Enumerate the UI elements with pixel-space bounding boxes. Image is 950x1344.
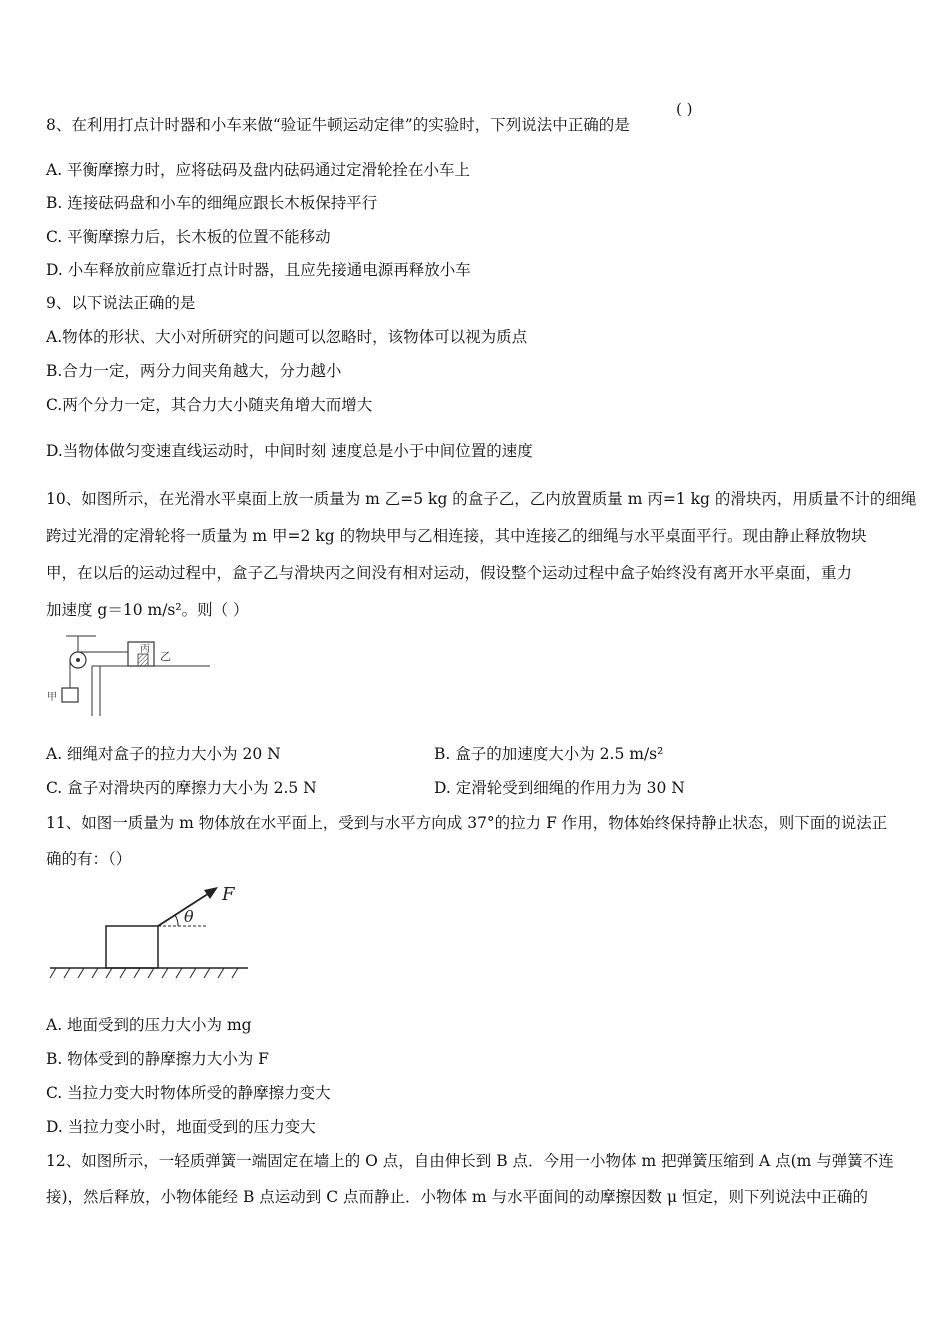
q9-option-c: C.两个分力一定，其合力大小随夹角增大而增大 (46, 396, 373, 414)
slider-bing (138, 654, 148, 666)
q10-stem-line4: 加速度 g＝10 m/s²。则（ ） (46, 601, 249, 619)
q9-option-b: B.合力一定，两分力间夹角越大，分力越小 (46, 362, 342, 380)
q9-option-a: A.物体的形状、大小对所研究的问题可以忽略时，该物体可以视为质点 (46, 328, 528, 346)
q11-option-b: B. 物体受到的静摩擦力大小为 F (46, 1050, 269, 1068)
q8-option-b: B. 连接砝码盘和小车的细绳应跟长木板保持平行 (46, 194, 378, 212)
q10-stem-line2: 跨过光滑的定滑轮将一质量为 m 甲=2 kg 的物块甲与乙相连接，其中连接乙的细绳与水平桌面平行。现由静止释放物块 (46, 527, 867, 545)
q10-option-b: B. 盒子的加速度大小为 2.5 m/s² (434, 745, 664, 763)
label-jia: 甲 (47, 692, 57, 703)
q11-stem-line2: 确的有：（） (46, 850, 132, 868)
q12-stem-line1: 12、如图所示，一轻质弹簧一端固定在墙上的 O 点，自由伸长到 B 点．今用一小物体 m 把弹簧压缩到 A 点(m 与弹簧不连 (46, 1152, 894, 1170)
q9-option-d: D.当物体做匀变速直线运动时，中间时刻 速度总是小于中间位置的速度 (46, 442, 533, 460)
label-yi: 乙 (160, 650, 171, 663)
pulley-diagram (44, 630, 224, 725)
q8-option-a: A. 平衡摩擦力时，应将砝码及盘内砝码通过定滑轮拴在小车上 (46, 161, 471, 179)
label-force: F (222, 884, 235, 905)
q10-stem-line3: 甲，在以后的运动过程中，盒子乙与滑块丙之间没有相对运动，假设整个运动过程中盒子始终没有离开水平桌面，重力 (46, 564, 853, 582)
q10-option-a: A. 细绳对盒子的拉力大小为 20 N (46, 745, 281, 763)
block-jia (62, 688, 78, 702)
q10-option-d: D. 定滑轮受到细绳的作用力为 30 N (434, 779, 685, 797)
q8-stem: 8、在利用打点计时器和小车来做“验证牛顿运动定律”的实验时，下列说法中正确的是 (46, 116, 630, 134)
q11-stem-line1: 11、如图一质量为 m 物体放在水平面上，受到与水平方向成 37°的拉力 F 作用，物体始终保持静止状态，则下面的说法正 (46, 814, 888, 832)
force-diagram (48, 878, 258, 988)
q11-option-a: A. 地面受到的压力大小为 mg (46, 1016, 252, 1034)
q11-option-c: C. 当拉力变大时物体所受的静摩擦力变大 (46, 1084, 331, 1102)
q10-option-c: C. 盒子对滑块丙的摩擦力大小为 2.5 N (46, 779, 317, 797)
q8-option-c: C. 平衡摩擦力后，长木板的位置不能移动 (46, 228, 331, 246)
q9-stem: 9、以下说法正确的是 (46, 294, 196, 312)
q11-option-d: D. 当拉力变小时，地面受到的压力变大 (46, 1118, 316, 1136)
arrow-head-icon (204, 887, 218, 899)
q8-option-d: D. 小车释放前应靠近打点计时器，且应先接通电源再释放小车 (46, 261, 471, 279)
label-bing: 丙 (140, 644, 150, 655)
q12-stem-line2: 接)，然后释放，小物体能经 B 点运动到 C 点而静止．小物体 m 与水平面间的动摩擦因数 μ 恒定，则下列说法中正确的 (46, 1188, 868, 1206)
label-angle: θ (184, 907, 194, 926)
block (106, 926, 158, 968)
q8-answer-paren: ( ) (676, 100, 693, 118)
q10-stem-line1: 10、如图所示，在光滑水平桌面上放一质量为 m 乙=5 kg 的盒子乙，乙内放置质量 m 丙=1 kg 的滑块丙，用质量不计的细绳 (46, 490, 917, 508)
